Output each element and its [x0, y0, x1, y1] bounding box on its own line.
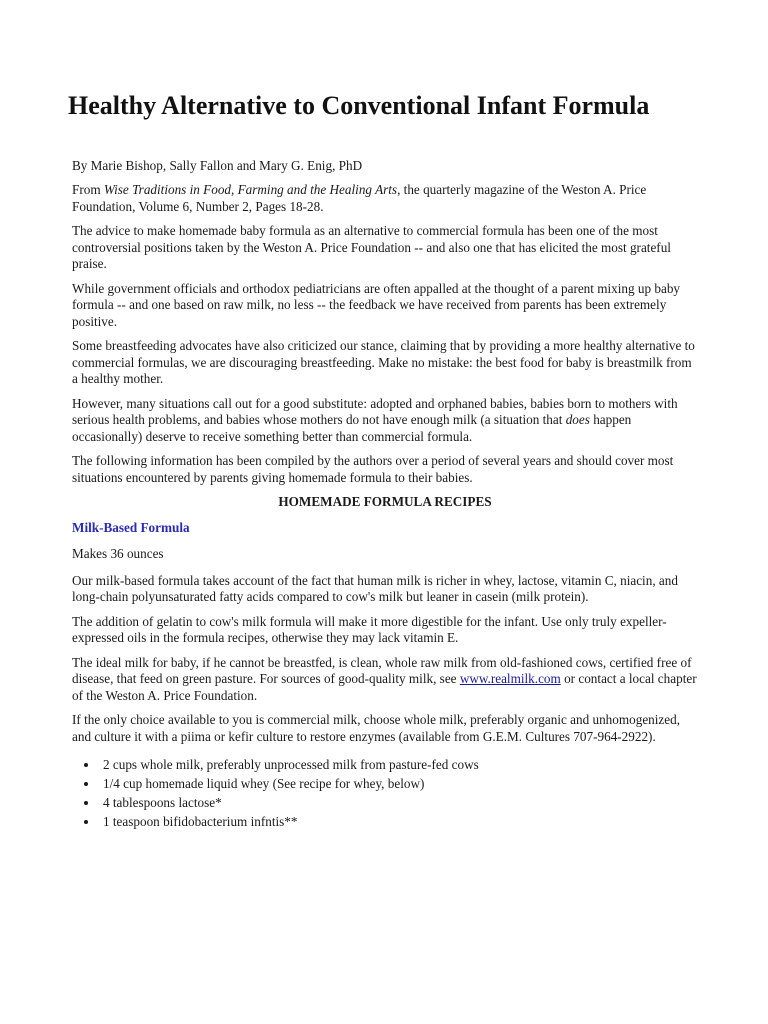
- milk-paragraph-1: Our milk-based formula takes account of the fact that human milk is richer in whey, lactose, vitamin C, niacin, and long-chain polyunsaturated fatty acids compared to cow's milk but leaner in casein (milk protein).: [72, 572, 678, 604]
- ideal-milk-paragraph: [72, 655, 698, 705]
- realmilk-link[interactable]: www.realmilk.com: [459, 671, 561, 686]
- compiled-paragraph: The following information has been compiled by the authors over a period of several years and should cover most situations encountered by parents giving homemade formula to their babies.: [72, 453, 674, 485]
- milk-formula-heading: Milk-Based Formula: [72, 520, 190, 535]
- situations-emphasis: does: [565, 412, 590, 427]
- commercial-milk-paragraph: If the only choice available to you is commercial milk, choose whole milk, preferably organic and unhomogenized, and culture it with a piima or kefir culture to restore enzymes (available from G.E.M. Cultures 707-964-2922).: [72, 712, 681, 744]
- source-suffix: , the quarterly magazine of the Weston A. Price Foundation, Volume 6, Number 2, Pages 18-28.: [72, 182, 647, 214]
- list-item: • 4 tablespoons lactose*: [99, 793, 698, 812]
- ideal-milk-text-after: or contact a local chapter of the Weston A. Price Foundation.: [72, 671, 697, 703]
- publication-title: Wise Traditions in Food, Farming and the Healing Arts: [103, 182, 398, 197]
- milk-paragraph-2: The addition of gelatin to cow's milk formula will make it more digestible for the infant. Use only truly expeller-expressed oils in the formula recipes, otherwise they may lack vitamin E.: [72, 613, 667, 645]
- page-title: Healthy Alternative to Conventional Infant Formula: [68, 91, 650, 120]
- list-item: • 1/4 cup homemade liquid whey (See recipe for whey, below): [99, 774, 698, 793]
- intro-paragraph-2: While government officials and orthodox pediatricians are often appalled at the thought of a parent mixing up baby formula -- and one based on raw milk, no less -- the feedback we have received from parents has been extremely positive.: [72, 280, 681, 329]
- situations-text-after: happen occasionally) deserve to receive something better than commercial formula.: [72, 412, 632, 444]
- recipes-heading: HOMEMADE FORMULA RECIPES: [278, 494, 492, 509]
- list-item: • 1 teaspoon bifidobacterium infntis**: [99, 812, 698, 831]
- source-prefix: From: [72, 182, 104, 197]
- situations-text-before: However, many situations call out for a good substitute: adopted and orphaned babies, babies born to mothers with serious health problems, and babies whose mothers do not have enough milk (a situation that: [72, 395, 678, 427]
- intro-paragraph-1: The advice to make homemade baby formula as an alternative to commercial formula has been one of the most controversial positions taken by the Weston A. Price Foundation -- and also one that has elicited the most grateful praise.: [72, 223, 671, 271]
- list-item: • 2 cups whole milk, preferably unprocessed milk from pasture-fed cows: [99, 755, 698, 774]
- makes-amount: Makes 36 ounces: [72, 546, 164, 561]
- situations-paragraph: [72, 396, 698, 446]
- intro-paragraph-3: Some breastfeeding advocates have also criticized our stance, claiming that by providing a more healthy alternative to commercial formulas, we are discouraging breastfeeding. Make no mistake: the best food for baby is breastmilk from a healthy mother.: [72, 338, 695, 386]
- ingredients-list: [72, 755, 698, 831]
- source-citation: [72, 182, 698, 215]
- ideal-milk-text-before: The ideal milk for baby, if he cannot be breastfed, is clean, whole raw milk from old-fashioned cows, certified free of disease, that feed on green pasture. For sources of good-quality milk, see: [72, 654, 692, 686]
- byline: By Marie Bishop, Sally Fallon and Mary G. Enig, PhD: [72, 158, 363, 173]
